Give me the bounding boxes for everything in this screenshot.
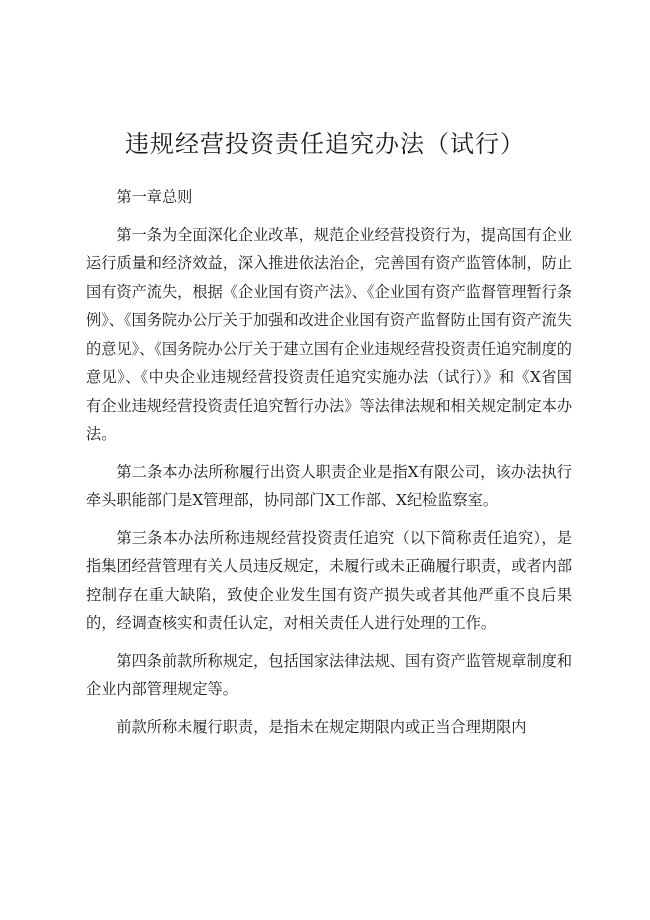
article-4-paragraph: 第四条前款所称规定，包括国家法律法规、国有资产监管规章制度和企业内部管理规定等。: [86, 651, 573, 698]
article-2-paragraph: 第二条本办法所称履行出资人职责企业是指X有限公司，该办法执行牵头职能部门是X管理部，协同部门X工作部、X纪检监察室。: [86, 462, 572, 509]
document-body: [86, 183, 572, 741]
article-3-paragraph: 第三条本办法所称违规经营投资责任追究（以下简称责任追究），是指集团经营管理有关人员违反规定，未履行或未正确履行职责，或者内部控制存在重大缺陷，致使企业发生国有资产损失或者其他严重不良后果的，经调查核实和责任认定，对相关责任人进行处理的工作。: [86, 528, 572, 632]
document-title: 违规经营投资责任追究办法（试行）: [125, 130, 525, 158]
article-1-paragraph: 第一条为全面深化企业改革，规范企业经营投资行为，提高国有企业运行质量和经济效益，深入推进依法治企，完善国有资产监管体制，防止国有资产流失，根据《企业国有资产法》、《企业国有资产监督管理暂行条例》、《国务院办公厅关于加强和改进企业国有资产监督防止国有资产流失的意见》、《国务院办公厅关于建立国有企业违规经营投资责任追究制度的意见》、《中央企业违规经营投资责任追究实施办法（试行）》和《X省国有企业违规经营投资责任追究暂行办法》等法律法规和相关规定制定本办法。: [86, 225, 573, 443]
chapter-heading: 第一章总则: [116, 188, 193, 206]
non-performance-definition-paragraph: 前款所称未履行职责，是指未在规定期限内或正当合理期限内: [116, 717, 527, 736]
